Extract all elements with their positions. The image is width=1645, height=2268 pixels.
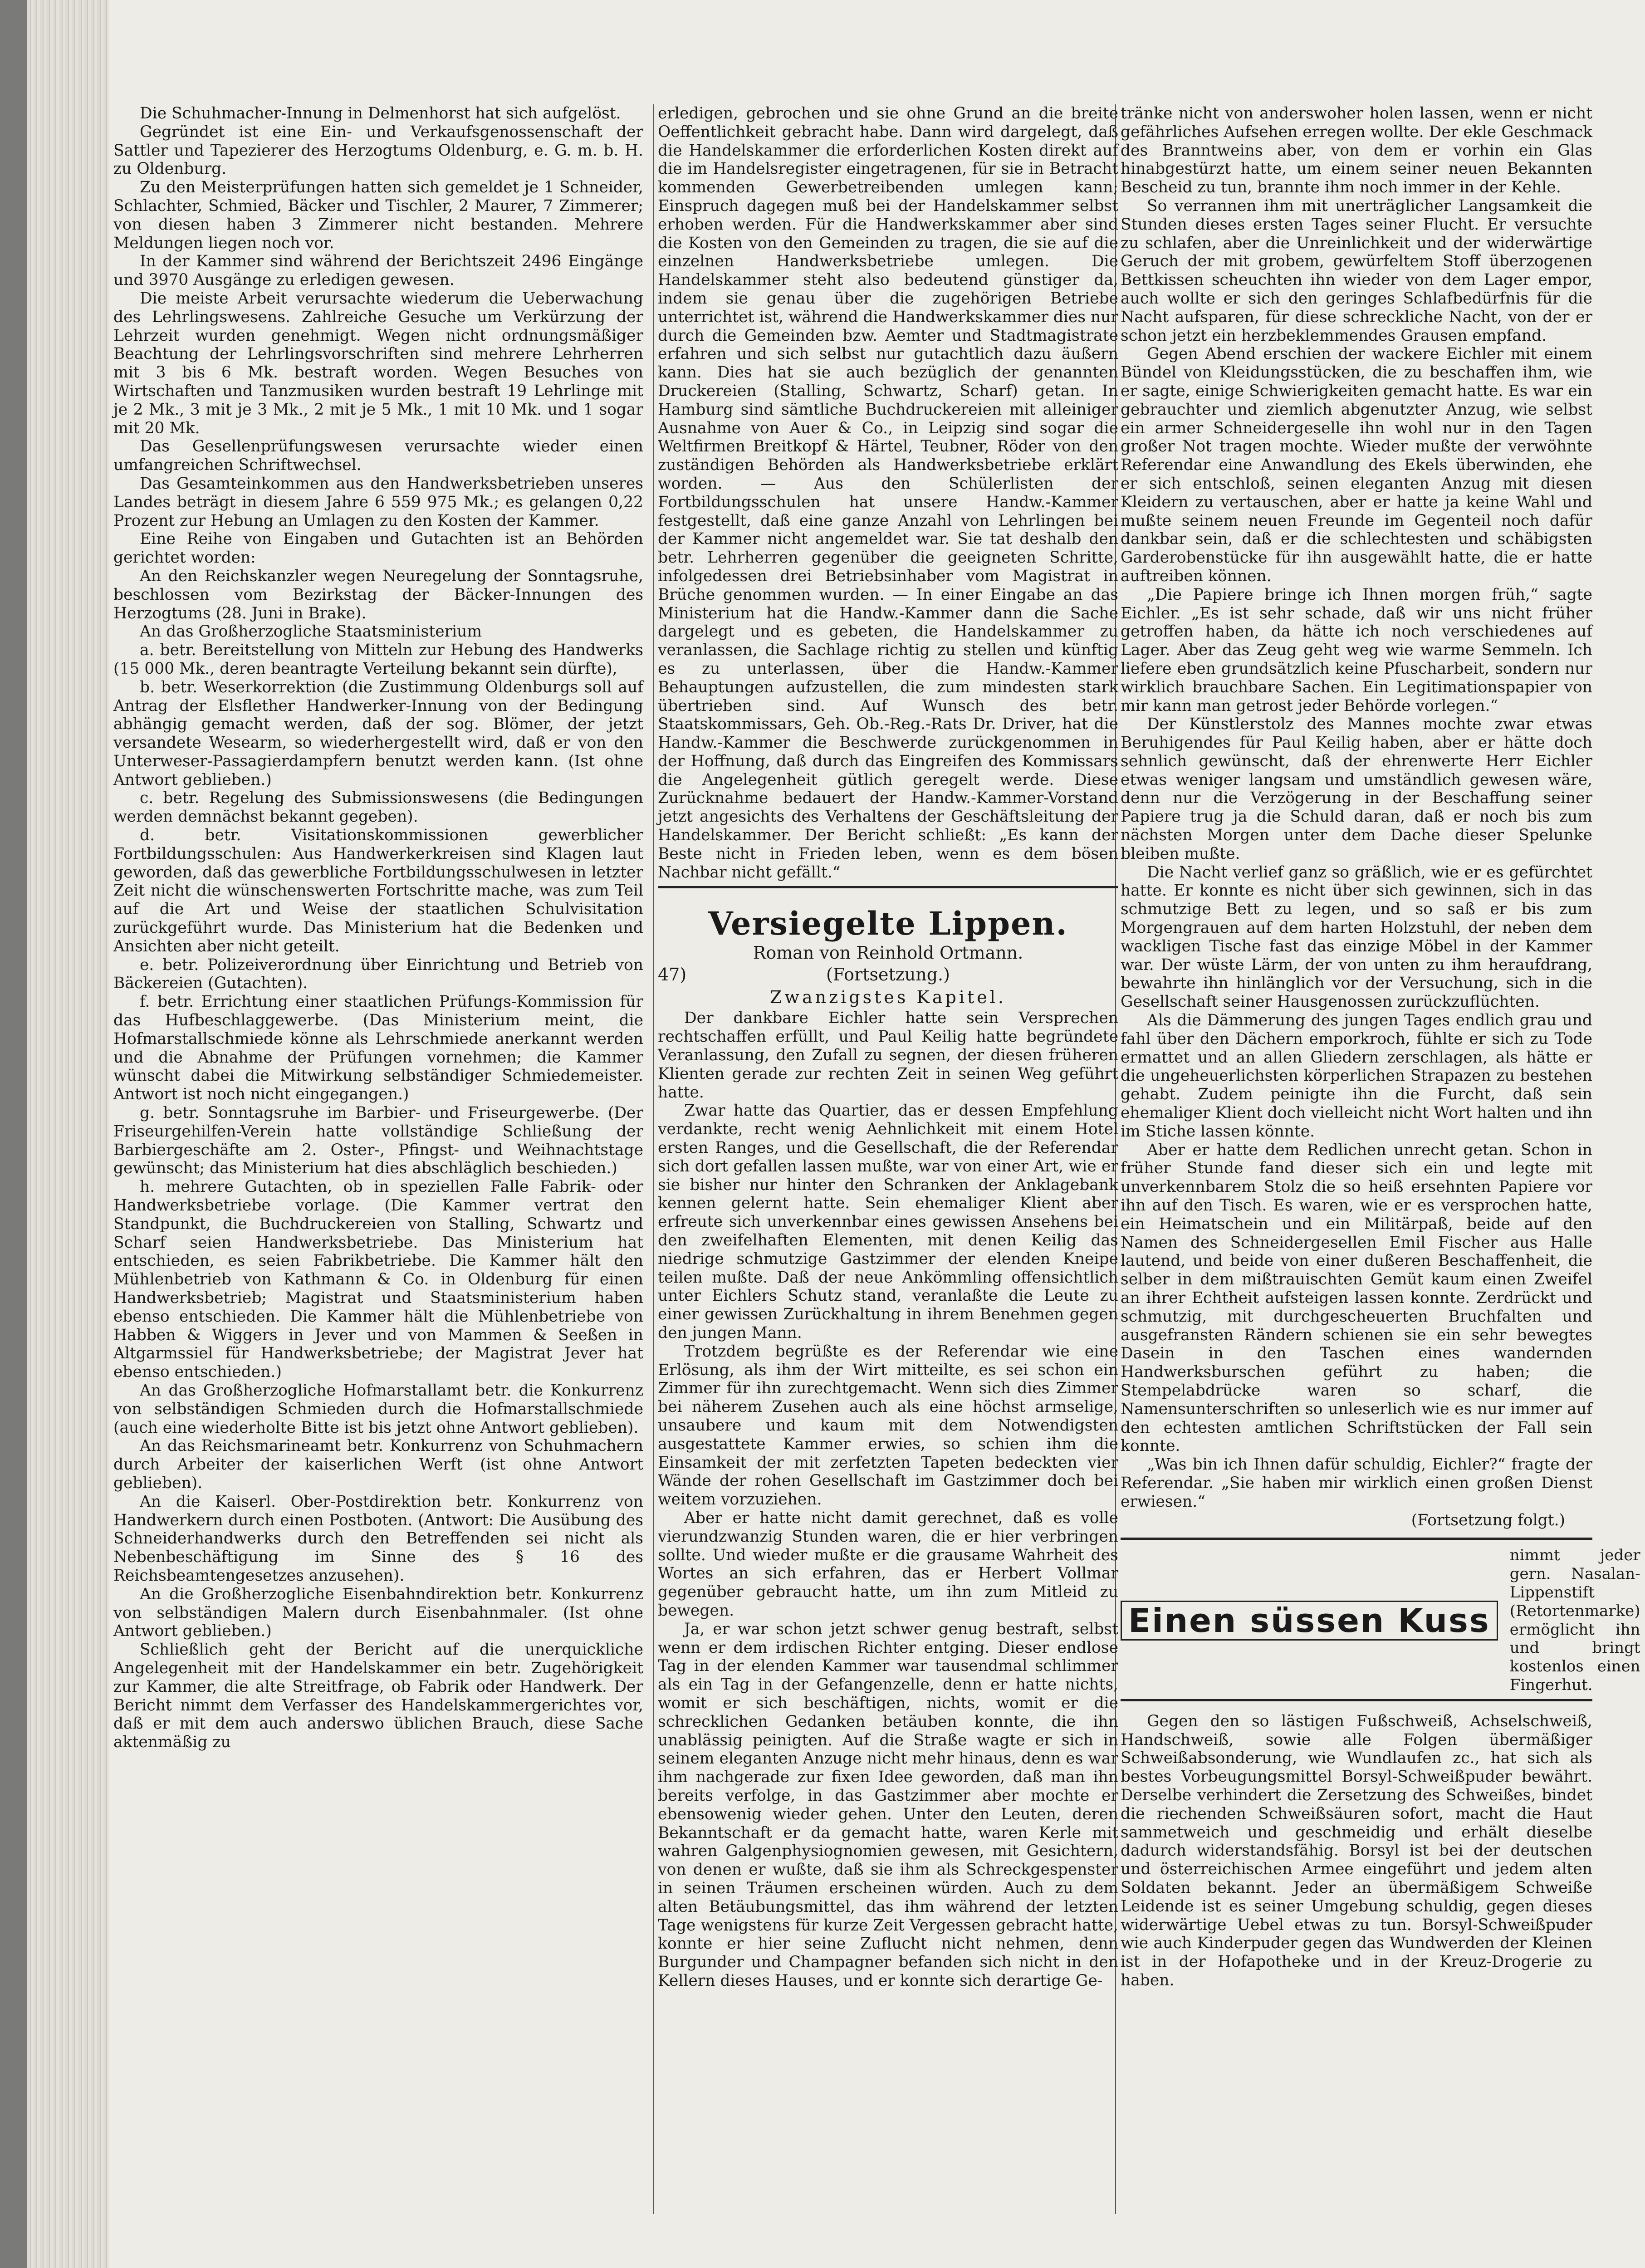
paragraph: Das Gesellenprüfungswesen verursachte wieder einen umfangreichen Schriftwechsel. bbox=[113, 437, 643, 475]
book-edge-shadow bbox=[0, 0, 27, 2268]
paragraph: d. betr. Visitationskommissionen gewerblicher Fortbildungsschulen: Aus Handwerkerkreisen sind Klagen laut geworden, daß das gewerbliche Fortbildungsschulwesen in letzter Zeit nicht die wünschenswerten Fortschritte mache, was zum Teil auf die Art und Weise der staatlichen Schulvisitation zurückgeführt wurde. Das Ministerium hat die Bedenken und Ansichten aber nicht geteilt. bbox=[113, 826, 643, 955]
column-rule-1 bbox=[653, 104, 654, 2214]
paragraph: In der Kammer sind während der Berichtszeit 2496 Eingänge und 3970 Ausgänge zu erledigen gewesen. bbox=[113, 252, 643, 289]
paragraph: g. betr. Sonntagsruhe im Barbier- und Friseurgewerbe. (Der Friseurgehilfen-Verein hatte vollständige Schließung der Barbiergeschäfte am 2. Oster-, Pfingst- und Weihnachtstage gewünscht; das Ministerium hat dies abschläglich beschieden.) bbox=[113, 1104, 643, 1178]
book-page-stack bbox=[27, 0, 109, 2268]
column-left bbox=[113, 104, 643, 1752]
paragraph: Zwar hatte das Quartier, das er dessen Empfehlung verdankte, recht wenig Aehnlichkeit mit einem Hotel ersten Ranges, und die Gesellschaft, die der Referendar sich dort gefallen lassen mußte, war von einer Art, wie er sie bisher nur hinter den Schranken der Anklagebank kennen gelernt hatte. Sein ehemaliger Klient aber erfreute sich unverkennbar eines gewissen Ansehens bei den zweifelhaften Elementen, mit denen Keilig das niedrige schmutzige Gastzimmer der elenden Kneipe teilen mußte. Daß der neue Ankömmling offensichtlich unter Eichlers Schutz stand, veranlaßte die Leute zu einer gewissen Zurückhaltung in ihrem Benehmen gegen den jungen Mann. bbox=[658, 1102, 1118, 1342]
column-middle bbox=[658, 104, 1118, 1990]
paragraph: Aber er hatte dem Redlichen unrecht getan. Schon in früher Stunde fand dieser sich ein und legte mit unverkennbarem Stolz die so heiß ersehnten Papiere vor ihn auf den Tisch. Es waren, wie er es versprochen hatte, ein Heimatschein und ein Militärpaß, beide auf den Namen des Schneidergesellen Emil Fischer aus Halle lautend, und beide von einer dußeren Beschaffenheit, die selber in dem mißtrauischten Gemüt kaum einen Zweifel an ihrer Echtheit aufsteigen lassen konnte. Zerdrückt und schmutzig, mit durchgescheuerten Bruchfalten und ausgefransten Rändern schienen sie ein sehr bewegtes Dasein in den Taschen eines wandernden Handwerksburschen geführt zu haben; die Stempelabdrücke waren so scharf, die Namensunterschriften so unleserlich wie es nur immer auf den echtesten amtlichen Schriftstücken der Fall sein konnte. bbox=[1121, 1141, 1592, 1455]
chapter-heading: Zwanzigstes Kapitel. bbox=[770, 987, 1006, 1008]
serial-author: Roman von Reinhold Ortmann. bbox=[753, 943, 1023, 963]
paragraph: An den Reichskanzler wegen Neuregelung der Sonntagsruhe, beschlossen vom Bezirkstag der Bäcker-Innungen des Herzogtums (28. Juni in Brake). bbox=[113, 567, 643, 622]
advertisement bbox=[1121, 1538, 1640, 1701]
paragraph: Gegründet ist eine Ein- und Verkaufsgenossenschaft der Sattler und Tapezierer des Herzogtums Oldenburg, e. G. m. b. H. zu Oldenburg. bbox=[113, 122, 643, 178]
serial-continuation bbox=[658, 964, 1118, 985]
paragraph: Zu den Meisterprüfungen hatten sich gemeldet je 1 Schneider, Schlachter, Schmied, Bäcker und Tischler, 2 Maurer, 7 Zimmerer; von diesen haben 3 Zimmerer nicht bestanden. Mehrere Meldungen liegen noch vor. bbox=[113, 178, 643, 252]
paragraph: c. betr. Regelung des Submissionswesens (die Bedingungen werden demnächst bekannt gegeben). bbox=[113, 789, 643, 826]
paragraph: Gegen Abend erschien der wackere Eichler mit einem Bündel von Kleidungsstücken, die zu beschaffen ihm, wie er sagte, einige Schwierigkeiten gemacht hatte. Es war ein gebrauchter und ziemlich abgenutzter Anzug, wie selbst ein armer Schneidergeselle ihn wohl nur in den Tagen großer Not tragen mochte. Wieder mußte der verwöhnte Referendar eine Anwandlung des Ekels überwinden, ehe er sich entschloß, seinen eleganten Anzug mit diesen Kleidern zu vertauschen, aber er hatte ja keine Wahl und mußte seinem neuen Freunde im Gegenteil noch dafür dankbar sein, daß er die schlechtesten und schäbigsten Garderobenstücke für ihn ausgewählt hatte, die er hatte auftreiben können. bbox=[1121, 345, 1592, 585]
serial-to-be-continued: (Fortsetzung folgt.) bbox=[1411, 1511, 1565, 1529]
paragraph: „Die Papiere bringe ich Ihnen morgen früh,“ sagte Eichler. „Es ist sehr schade, daß wir uns nicht früher getroffen haben, da hätte ich noch verschiedenes auf Lager. Aber das Zeug geht weg wie warme Semmeln. Ich liefere eben grundsätzlich keine Pfuscharbeit, sondern nur wirklich brauchbare Sachen. Ein Legitimationspapier von mir kann man getrost jeder Behörde vorlegen.“ bbox=[1121, 585, 1592, 715]
ad-header bbox=[1121, 1546, 1640, 1694]
paragraph: An die Kaiserl. Ober-Postdirektion betr. Konkurrenz von Handwerkern durch einen Postboten. (Antwort: Die Ausübung des Schneiderhandwerks durch den Betreffenden sei nicht als Nebenbeschäftigung im Sinne des § 16 des Reichsbeamtengesetzes anzusehen). bbox=[113, 1492, 643, 1585]
paragraph: erledigen, gebrochen und sie ohne Grund an die breite Oeffentlichkeit gebracht habe. Dann wird dargelegt, daß die Handelskammer die erforderlichen Kosten direkt auf die im Handelsregister eingetragenen, für sie in Betracht kommenden Gewerbetreibenden umlegen kann; Einspruch dagegen muß bei der Handelskammer selbst erhoben werden. Für die Handwerkskammer aber sind die Kosten von den Gemeinden zu tragen, die sie auf die einzelnen Handwerksbetriebe umlegen. Die Handelskammer steht also bedeutend günstiger da, indem sie genau über die zugehörigen Betriebe unterrichtet ist, während die Handwerkskammer dies nur durch die Gemeinden bzw. Aemter und Stadtmagistrate erfahren und sich selbst nur gutachtlich dazu äußern kann. Dies hat sie auch bezüglich der genannten Druckereien (Stalling, Schwartz, Scharf) getan. In Hamburg sind sämtliche Buchdruckereien mit alleiniger Ausnahme von Auer & Co., in Leipzig sind sogar die Weltfirmen Breitkopf & Härtel, Teubner, Röder von den zuständigen Behörden als Handwerksbetriebe erklärt worden. — Aus den Schülerlisten der Fortbildungsschulen hat unsere Handw.-Kammer festgestellt, daß eine ganze Anzahl von Lehrlingen bei der Kammer nicht angemeldet war. Sie tat deshalb den betr. Lehrherren gegenüber die geeigneten Schritte, infolgedessen drei Betriebsinhaber vom Magistrat in Brüche genommen wurden. — In einer Eingabe an das Ministerium hat die Handw.-Kammer dann die Sache dargelegt und es gebeten, die Handelskammer zu veranlassen, die Sachlage richtig zu stellen und künftig es zu unterlassen, über die Handw.-Kammer Behauptungen aufzustellen, die zum mindesten stark übertrieben sind. Auf Wunsch des betr. Staatskommissars, Geh. Ob.-Reg.-Rats Dr. Driver, hat die Handw.-Kammer die Beschwerde zurückgenommen in der Hoffnung, daß durch das Eingreifen des Kommissars die Angelegenheit gütlich geregelt werde. Diese Zurücknahme bedauert der Handw.-Kammer-Vorstand jetzt angesichts des Verhaltens der Geschäftsleitung der Handelskammer. Der Bericht schließt: „Es kann der Beste nicht in Frieden leben, wenn es dem bösen Nachbar nicht gefällt.“ bbox=[658, 104, 1118, 882]
serial-number: 47) bbox=[658, 965, 687, 985]
paragraph: Die Nacht verlief ganz so gräßlich, wie er es gefürchtet hatte. Er konnte es nicht über sich gewinnen, sich in das schmutzige Bett zu legen, und so saß er bis zum Morgengrauen auf dem harten Holzstuhl, der neben dem wackligen Tische fast das einzige Möbel in der Kammer war. Der wüste Lärm, der von unten zu ihm heraufdrang, bewahrte ihn hinlänglich vor der Versuchung, sich in die Gesellschaft seiner Hausgenossen zurückzuflüchten. bbox=[1121, 863, 1592, 1011]
paragraph: Ja, er war schon jetzt schwer genug bestraft, selbst wenn er dem irdischen Richter entging. Dieser endlose Tag in der elenden Kammer war tausendmal schlimmer als ein Tag in der Gefangenzelle, denn er hatte nichts, womit er sich beschäftigen, nichts, womit er die schrecklichen Gedanken betäuben konnte, die ihn unablässig peinigten. Auf die Straße wagte er sich in seinem eleganten Anzuge nicht mehr hinaus, denn es war ihm nachgerade zur fixen Idee geworden, daß man ihn bereits verfolge, in das Gastzimmer aber mochte er ebensowenig wieder gehen. Unter den Leuten, deren Bekanntschaft er da gemacht hatte, waren Kerle mit wahren Galgenphysiognomien gewesen, mit Gesichtern, von denen er wußte, daß sie ihm als Schreckgespenster in seinen Träumen erscheinen würden. Auch zu dem alten Betäubungsmittel, das ihm während der letzten Tage wenigstens für kurze Zeit Vergessen gebracht hatte, konnte er hier seine Zuflucht nicht nehmen, denn Burgunder und Champagner befanden sich nicht in den Kellern dieses Hauses, und er konnte sich derartige Ge- bbox=[658, 1620, 1118, 1990]
ad-intro: nimmt jeder gern. Nasalan-Lippenstift (Retortenmarke) ermöglicht ihn und bringt kostenlos einen Fingerhut. bbox=[1509, 1546, 1640, 1694]
continuation-label: (Fortsetzung.) bbox=[826, 965, 950, 985]
serial-header bbox=[658, 886, 1118, 1009]
paragraph: e. betr. Polizeiverordnung über Einrichtung und Betrieb von Bäckereien (Gutachten). bbox=[113, 955, 643, 993]
paragraph: tränke nicht von anderswoher holen lassen, wenn er nicht gefährliches Aufsehen erregen wollte. Der ekle Geschmack des Branntweins aber, von dem er vorhin ein Glas hinabgestürzt hatte, um einem seiner neuen Bekannten Bescheid zu tun, brannte ihm noch immer in der Kehle. bbox=[1121, 104, 1592, 197]
paragraph: „Was bin ich Ihnen dafür schuldig, Eichler?“ fragte der Referendar. „Sie haben mir wirklich einen großen Dienst erwiesen.“ bbox=[1121, 1455, 1592, 1511]
paragraph: f. betr. Errichtung einer staatlichen Prüfungs-Kommission für das Hufbeschlaggewerbe. (Das Ministerium meint, die Hofmarstallschmiede könne als Lehrschmiede anerkannt werden und die Abnahme der Prüfungen vornehmen; die Kammer wünscht dabei die Mitwirkung selbständiger Schmiedemeister. Antwort ist noch nicht eingegangen.) bbox=[113, 993, 643, 1104]
paragraph: Schließlich geht der Bericht auf die unerquickliche Angelegenheit mit der Handelskammer ein betr. Zugehörigkeit zur Kammer, die alte Streitfrage, ob Fabrik oder Handwerk. Der Bericht nimmt dem Verfasser des Handelskammergerichtes vor, daß er mit dem auch anderswo üblichen Brauch, diese Sache aktenmäßig zu bbox=[113, 1641, 643, 1752]
serial-title: Versiegelte Lippen. bbox=[708, 905, 1068, 943]
paragraph: Als die Dämmerung des jungen Tages endlich grau und fahl über den Dächern emporkroch, fühlte er sich zu Tode ermattet und an allen Gliedern zerschlagen, als hätte er die ungeheuerlichsten körperlichen Strapazen zu bestehen gehabt. Zudem peinigte ihn die Furcht, daß sein ehemaliger Klient doch vielleicht nicht Wort halten und ihn im Stiche lassen könnte. bbox=[1121, 1011, 1592, 1141]
paragraph: So verrannen ihm mit unerträglicher Langsamkeit die Stunden dieses ersten Tages seiner Flucht. Er versuchte zu schlafen, aber die Unreinlichkeit und der widerwärtige Geruch der mit grobem, gewürfeltem Stoff überzogenen Bettkissen scheuchten ihn wieder von dem Lager empor, auch wollte er sich den geringes Schlafbedürfnis für die Nacht aufsparen, für diese schreckliche Nacht, von der er schon jetzt ein herzbeklemmendes Grausen empfand. bbox=[1121, 196, 1592, 345]
paragraph: Gegen den so lästigen Fußschweiß, Achselschweiß, Handschweiß, sowie alle Folgen übermäßiger Schweißabsonderung, wie Wundlaufen zc., hat sich als bestes Vorbeugungsmittel Borsyl-Schweißpuder bewährt. Derselbe verhindert die Zersetzung des Schweißes, bindet die riechenden Schweißsäuren sofort, macht die Haut sammetweich und geschmeidig und erhält dieselbe dadurch widerstandsfähig. Borsyl ist bei der deutschen und österreichischen Armee eingeführt und jedem alten Soldaten bekannt. Jeder an übermäßigem Schweiße Leidende ist es seiner Umgebung schuldig, gegen dieses widerwärtige Uebel etwas zu tun. Borsyl-Schweißpuder wie auch Kinderpuder gegen das Wundwerden der Kleinen ist in der Hofapotheke und in der Kreuz-Drogerie zu haben. bbox=[1121, 1712, 1592, 1989]
paragraph: Eine Reihe von Eingaben und Gutachten ist an Behörden gerichtet worden: bbox=[113, 530, 643, 567]
paragraph: Das Gesamteinkommen aus den Handwerksbetrieben unseres Landes beträgt in diesem Jahre 6 559 975 Mk.; es gelangen 0,22 Prozent zur Hebung an Umlagen zu den Kosten der Kammer. bbox=[113, 474, 643, 530]
paragraph: Die Schuhmacher-Innung in Delmenhorst hat sich aufgelöst. bbox=[140, 104, 621, 122]
paragraph: Der dankbare Eichler hatte sein Versprechen rechtschaffen erfüllt, und Paul Keilig hatte begründete Veranlassung, den Zufall zu segnen, der diesen früheren Klienten gerade zur rechten Zeit in seinen Weg geführt hatte. bbox=[658, 1009, 1118, 1102]
ad-title: Einen süssen Kuss bbox=[1121, 1601, 1498, 1641]
paragraph: An das Großherzogliche Staatsministerium bbox=[140, 622, 482, 641]
paragraph: An die Großherzogliche Eisenbahndirektion betr. Konkurrenz von selbständigen Malern durch Eisenbahnmaler. (Ist ohne Antwort geblieben.) bbox=[113, 1585, 643, 1641]
paragraph: An das Reichsmarineamt betr. Konkurrenz von Schuhmachern durch Arbeiter der kaiserlichen Werft (ist ohne Antwort geblieben). bbox=[113, 1437, 643, 1492]
paragraph: Der Künstlerstolz des Mannes mochte zwar etwas Beruhigendes für Paul Keilig haben, aber er hätte doch sehnlich gewünscht, daß der ehrenwerte Herr Eichler etwas weniger langsam und umständlich gewesen wäre, denn nur die Verzögerung in der Beschaffung seiner Papiere trug ja die Schuld daran, daß er noch bis zum nächsten Morgen unter dem Dache dieser Spelunke bleiben mußte. bbox=[1121, 715, 1592, 863]
paragraph: b. betr. Weserkorrektion (die Zustimmung Oldenburgs soll auf Antrag der Elsflether Handwerker-Innung von der Bedingung abhängig gemacht werden, daß der sog. Blömer, der jetzt versandete Wesearm, so wiederhergestellt wird, daß er von den Unterweser-Passagierdampfern benutzt werden kann. (Ist ohne Antwort geblieben.) bbox=[113, 678, 643, 789]
paragraph: a. betr. Bereitstellung von Mitteln zur Hebung des Handwerks (15 000 Mk., deren beantragte Verteilung bekannt sein dürfte), bbox=[113, 641, 643, 678]
ad-body bbox=[1121, 1712, 1592, 1990]
paragraph: Die meiste Arbeit verursachte wiederum die Ueberwachung des Lehrlingswesens. Zahlreiche Gesuche um Verkürzung der Lehrzeit wurden genehmigt. Wegen nicht ordnungsmäßiger Beachtung der Lehrlingsvorschriften sind mehrere Lehrherren mit 3 bis 6 Mk. bestraft worden. Wegen Besuches von Wirtschaften und Tanzmusiken wurden bestraft 19 Lehrlinge mit je 2 Mk., 3 mit je 3 Mk., 2 mit je 5 Mk., 1 mit 10 Mk. und 1 sogar mit 20 Mk. bbox=[113, 289, 643, 437]
paragraph: Trotzdem begrüßte es der Referendar wie eine Erlösung, als ihm der Wirt mitteilte, es sei schon ein Zimmer für ihn zurechtgemacht. Wenn sich dies Zimmer bei näherem Zusehen auch als eine höchst armselige, unsaubere und kaum mit dem Notwendigsten ausgestattete Kammer erwies, so schien ihm die Einsamkeit der mit zerfetzten Tapeten bedeckten vier Wände der rohen Gesellschaft im Gastzimmer doch bei weitem vorzuziehen. bbox=[658, 1342, 1118, 1509]
paragraph: Aber er hatte nicht damit gerechnet, daß es volle vierundzwanzig Stunden waren, die er hier verbringen sollte. Und wieder mußte er die grausame Wahrheit des Wortes an sich erfahren, das er Herbert Vollmar gegenüber gebraucht hatte, um ihn zum Mitleid zu bewegen. bbox=[658, 1509, 1118, 1620]
paragraph: h. mehrere Gutachten, ob in speziellen Falle Fabrik- oder Handwerksbetriebe vorlage. (Die Kammer vertrat den Standpunkt, die Buchdruckereien von Stalling, Schwartz und Scharf seien Handwerksbetriebe. Das Ministerium hat entschieden, es seien Fabrikbetriebe. Die Kammer hält den Mühlenbetrieb von Kathmann & Co. in Oldenburg für einen Handwerksbetrieb; Magistrat und Staatsministerium haben ebenso entschieden. Die Kammer hält die Mühlenbetriebe von Habben & Wiggers in Jever und von Mammen & Seeßen in Altgarmssiel für Handwerksbetriebe; der Magistrat Jever hat ebenso entschieden.) bbox=[113, 1178, 643, 1381]
column-right bbox=[1121, 104, 1640, 1990]
paragraph: An das Großherzogliche Hofmarstallamt betr. die Konkurrenz von selbständigen Schmieden durch die Hofmarstallschmiede (auch eine wiederholte Bitte ist bis jetzt ohne Antwort geblieben). bbox=[113, 1381, 643, 1437]
